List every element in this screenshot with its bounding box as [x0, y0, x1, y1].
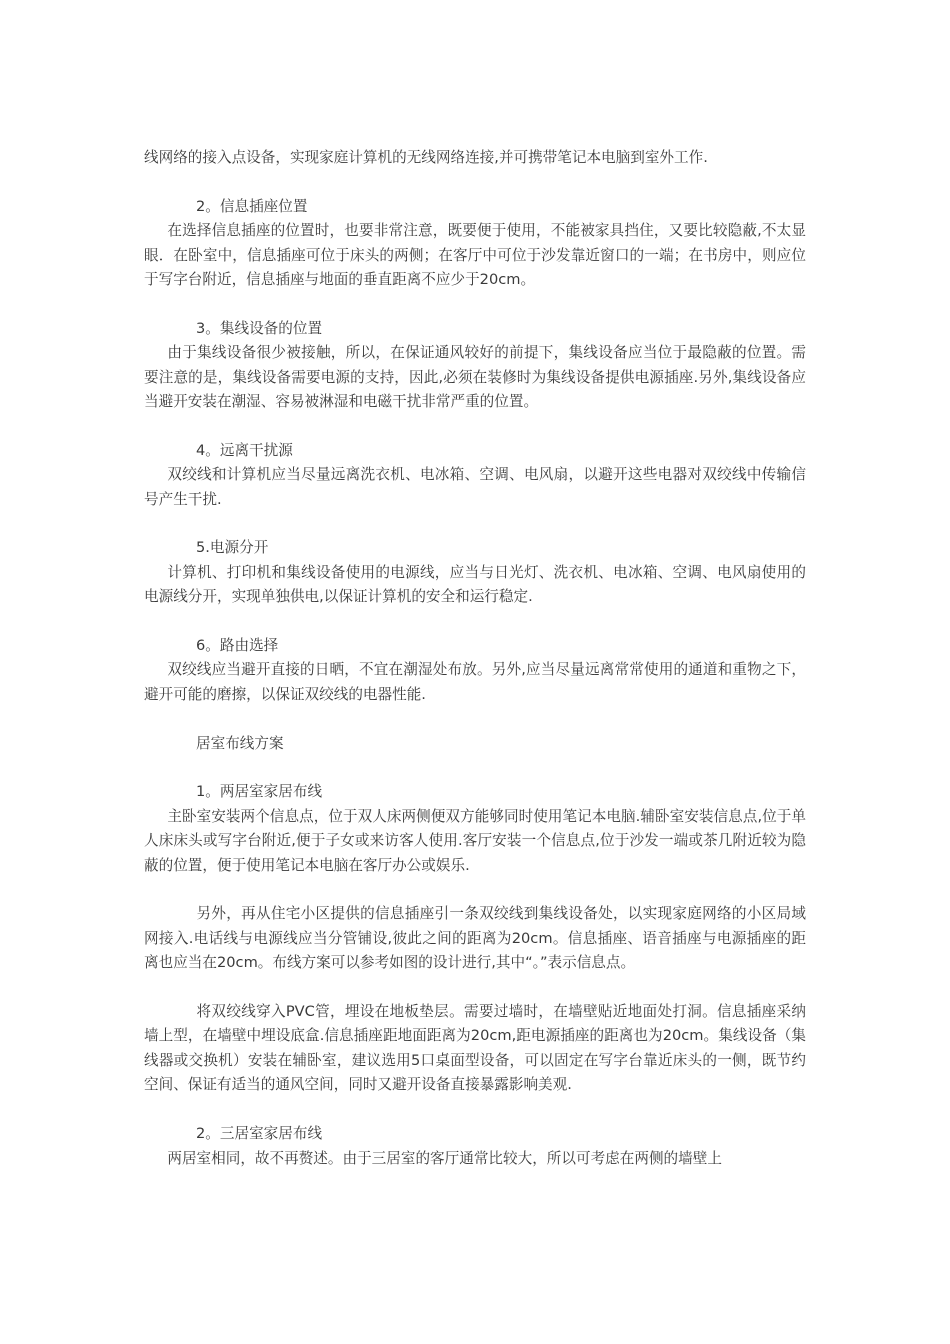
spacer	[144, 707, 806, 731]
spacer	[144, 292, 806, 316]
spacer	[144, 610, 806, 634]
section-heading-hub-position: 3。集线设备的位置	[196, 319, 323, 337]
spacer	[144, 170, 806, 194]
intro-paragraph: 线网络的接入点设备，实现家庭计算机的无线网络连接,并可携带笔记本电脑到室外工作.	[144, 149, 708, 166]
section-body-interference: 双绞线和计算机应当尽量远离洗衣机、电冰箱、空调、电风扇，以避开这些电器对双绞线中传输信号产生干扰.	[144, 466, 806, 508]
document-page	[144, 146, 806, 1171]
section-body-power-separation: 计算机、打印机和集线设备使用的电源线，应当与日光灯、洗衣机、电冰箱、空调、电风扇使用的电源线分开，实现单独供电,以保证计算机的安全和运行稳定.	[144, 563, 806, 606]
section-body-routing: 双绞线应当避开直接的日晒，不宜在潮湿处布放。另外,应当尽量远离常常使用的通道和重物之下，避开可能的磨擦，以保证双绞线的电器性能.	[144, 661, 806, 703]
section-body-hub-position: 由于集线设备很少被接触，所以，在保证通风较好的前提下，集线设备应当位于最隐蔽的位置。需要注意的是，集线设备需要电源的支持，因此,必须在装修时为集线设备提供电源插座.另外,集线设备应当避开安装在潮湿、容易被淋湿和电磁干扰非常严重的位置。	[144, 344, 806, 411]
spacer	[144, 878, 806, 902]
spacer	[144, 512, 806, 536]
section-heading-routing: 6。路由选择	[196, 637, 279, 655]
section-heading-interference: 4。远离干扰源	[196, 441, 293, 459]
plan2-heading: 2。三居室家居布线	[196, 1125, 323, 1143]
spacer	[144, 976, 806, 1000]
spacer	[144, 414, 806, 438]
plan1-body: 主卧室安装两个信息点，位于双人床两侧便双方能够同时使用笔记本电脑.辅卧室安装信息点,位于单人床床头或写字台附近,便于子女或来访客人使用.客厅安装一个信息点,位于沙发一端或茶几附近较为隐蔽的位置，便于使用笔记本电脑在客厅办公或娱乐.	[144, 807, 806, 874]
plan1-extra-paragraph: 另外，再从住宅小区提供的信息插座引一条双绞线到集线设备处，以实现家庭网络的小区局域网接入.电话线与电源线应当分管铺设,彼此之间的距离为20cm。信息插座、语音插座与电源插座的距离也应当在20cm。布线方案可以参考如图的设计进行,其中“。”表示信息点。	[144, 905, 806, 972]
section-heading-outlet-position: 2。信息插座位置	[196, 197, 308, 215]
spacer	[144, 1098, 806, 1122]
plan1-wiring-paragraph: 将双绞线穿入PVC管，埋设在地板垫层。需要过墙时，在墙壁贴近地面处打洞。信息插座采纳墙上型，在墙壁中埋设底盒.信息插座距地面距离为20cm,距电源插座的距离也为20cm。集线设备（集线器或交换机）安装在辅卧室，建议选用5口桌面型设备，可以固定在写字台靠近床头的一侧，既节约空间、保证有适当的通风空间，同时又避开设备直接暴露影响美观.	[144, 1003, 806, 1094]
spacer	[144, 756, 806, 780]
plan2-body: 两居室相同，故不再赘述。由于三居室的客厅通常比较大，所以可考虑在两侧的墙壁上	[167, 1149, 722, 1167]
plan-title: 居室布线方案	[196, 734, 284, 752]
section-heading-power-separation: 5.电源分开	[196, 539, 269, 557]
section-body-outlet-position: 在选择信息插座的位置时，也要非常注意，既要便于使用，不能被家具挡住，又要比较隐蔽,不太显眼．在卧室中，信息插座可位于床头的两侧；在客厅中可位于沙发靠近窗口的一端；在书房中，则应位于写字台附近，信息插座与地面的垂直距离不应少于20cm。	[144, 222, 806, 289]
plan1-heading: 1。两居室家居布线	[196, 783, 323, 801]
